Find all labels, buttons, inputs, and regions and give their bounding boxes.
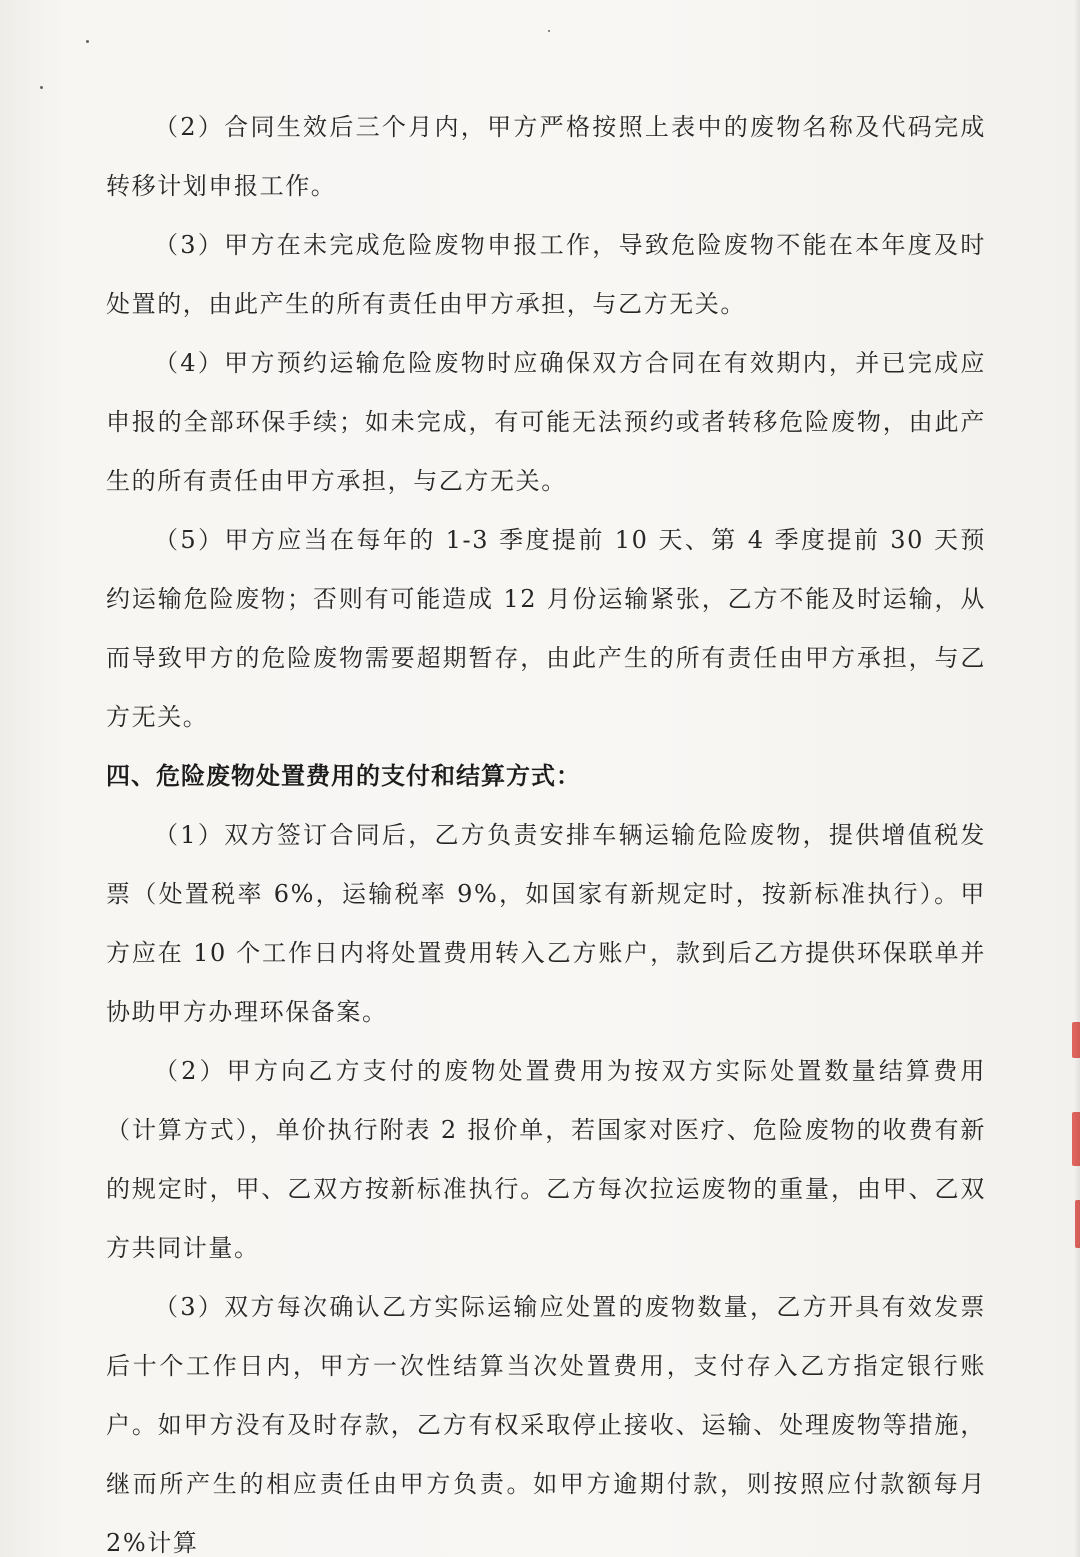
document-body [106,98,986,1557]
page-edge-shadow [1074,0,1080,1557]
clause-paragraph: （3）甲方在未完成危险废物申报工作，导致危险废物不能在本年度及时处置的，由此产生的所有责任由甲方承担，与乙方无关。 [106,231,986,318]
clause-paragraph: （4）甲方预约运输危险废物时应确保双方合同在有效期内，并已完成应申报的全部环保手续；如未完成，有可能无法预约或者转移危险废物，由此产生的所有责任由甲方承担，与乙方无关。 [106,349,986,495]
clause-paragraph: （5）甲方应当在每年的 1-3 季度提前 10 天、第 4 季度提前 30 天预约运输危险废物；否则有可能造成 12 月份运输紧张，乙方不能及时运输，从而导致甲方的危险废物需要超期暂存，由此产生的所有责任由甲方承担，与乙方无关。 [106,526,986,731]
clause-paragraph: （2）甲方向乙方支付的废物处置费用为按双方实际处置数量结算费用（计算方式），单价执行附表 2 报价单，若国家对医疗、危险废物的收费有新的规定时，甲、乙双方按新标准执行。乙方每次拉运废物的重量，由甲、乙双方共同计量。 [106,1057,986,1262]
scan-speck [86,40,89,43]
clause-paragraph: （1）双方签订合同后，乙方负责安排车辆运输危险废物，提供增值税发票（处置税率 6%，运输税率 9%，如国家有新规定时，按新标准执行）。甲方应在 10 个工作日内将处置费用转入乙方账户，款到后乙方提供环保联单并协助甲方办理环保备案。 [106,821,986,1026]
scan-speck [40,86,43,89]
scan-speck [548,30,550,32]
clause-paragraph: （3）双方每次确认乙方实际运输应处置的废物数量，乙方开具有效发票后十个工作日内，甲方一次性结算当次处置费用，支付存入乙方指定银行账户。如甲方没有及时存款，乙方有权采取停止接收、运输、处理废物等措施，继而所产生的相应责任由甲方负责。如甲方逾期付款，则按照应付款额每月 2%计算 [106,1293,986,1557]
clause-paragraph: （2）合同生效后三个月内，甲方严格按照上表中的废物名称及代码完成转移计划申报工作。 [106,113,986,200]
section-heading: 四、危险废物处置费用的支付和结算方式： [106,762,581,790]
